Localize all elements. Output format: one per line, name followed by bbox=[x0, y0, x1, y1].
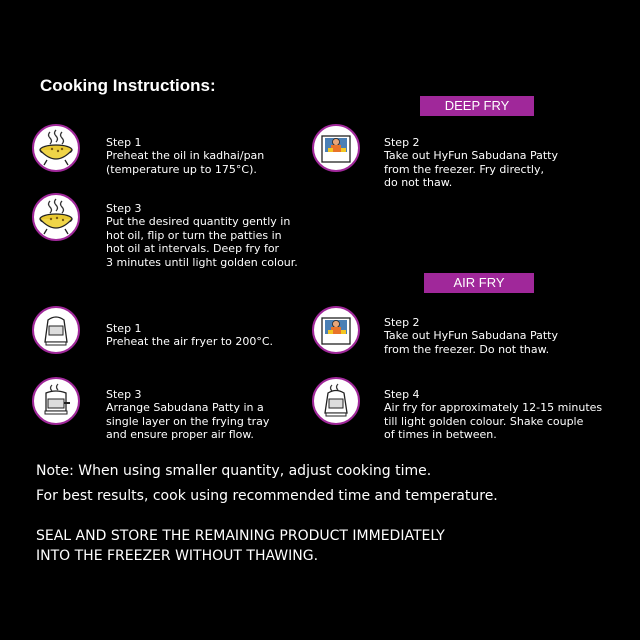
air-fry-step-3 bbox=[106, 388, 269, 442]
seal-line-2: INTO THE FREEZER WITHOUT THAWING. bbox=[36, 548, 319, 564]
kadhai-pan-icon bbox=[32, 124, 80, 172]
note-line-2: For best results, cook using recommended time and temperature. bbox=[36, 488, 498, 504]
air-fry-step-4 bbox=[384, 388, 602, 442]
deep-fry-label: DEEP FRY bbox=[420, 96, 534, 116]
air-fry-step-2 bbox=[384, 316, 558, 356]
seal-line-1: SEAL AND STORE THE REMAINING PRODUCT IMMEDIATELY bbox=[36, 528, 445, 544]
step-text: Take out HyFun Sabudana Patty from the freezer. Do not thaw. bbox=[384, 329, 558, 356]
step-heading: Step 3 bbox=[106, 202, 142, 215]
air-fryer-icon bbox=[312, 377, 360, 425]
air-fry-label: AIR FRY bbox=[424, 273, 534, 293]
deep-fry-step-3 bbox=[106, 202, 298, 269]
frying-pan-icon bbox=[32, 193, 80, 241]
step-text: Air fry for approximately 12-15 minutes till light golden colour. Shake couple of times in between. bbox=[384, 401, 603, 442]
step-heading: Step 4 bbox=[384, 388, 420, 401]
air-fry-step-1 bbox=[106, 322, 273, 349]
step-text: Put the desired quantity gently in hot oil, flip or turn the patties in hot oil at intervals. Deep fry for 3 minutes until light golden colour. bbox=[106, 215, 298, 269]
air-fryer-icon bbox=[32, 306, 80, 354]
freezer-icon bbox=[312, 124, 360, 172]
step-text: Preheat the oil in kadhai/pan (temperature up to 175°C). bbox=[106, 149, 265, 176]
note-line-1: Note: When using smaller quantity, adjust cooking time. bbox=[36, 463, 432, 479]
step-heading: Step 2 bbox=[384, 136, 420, 149]
deep-fry-step-2 bbox=[384, 136, 558, 190]
freezer-icon bbox=[312, 306, 360, 354]
step-heading: Step 1 bbox=[106, 322, 142, 335]
step-text: Arrange Sabudana Patty in a single layer on the frying tray and ensure proper air flow. bbox=[106, 401, 270, 442]
page-title: Cooking Instructions: bbox=[40, 76, 216, 95]
step-heading: Step 2 bbox=[384, 316, 420, 329]
deep-fry-step-1 bbox=[106, 136, 264, 176]
step-heading: Step 1 bbox=[106, 136, 142, 149]
step-text: Preheat the air fryer to 200°C. bbox=[106, 335, 274, 349]
step-heading: Step 3 bbox=[106, 388, 142, 401]
air-fryer-tray-icon bbox=[32, 377, 80, 425]
step-text: Take out HyFun Sabudana Patty from the freezer. Fry directly, do not thaw. bbox=[384, 149, 558, 190]
